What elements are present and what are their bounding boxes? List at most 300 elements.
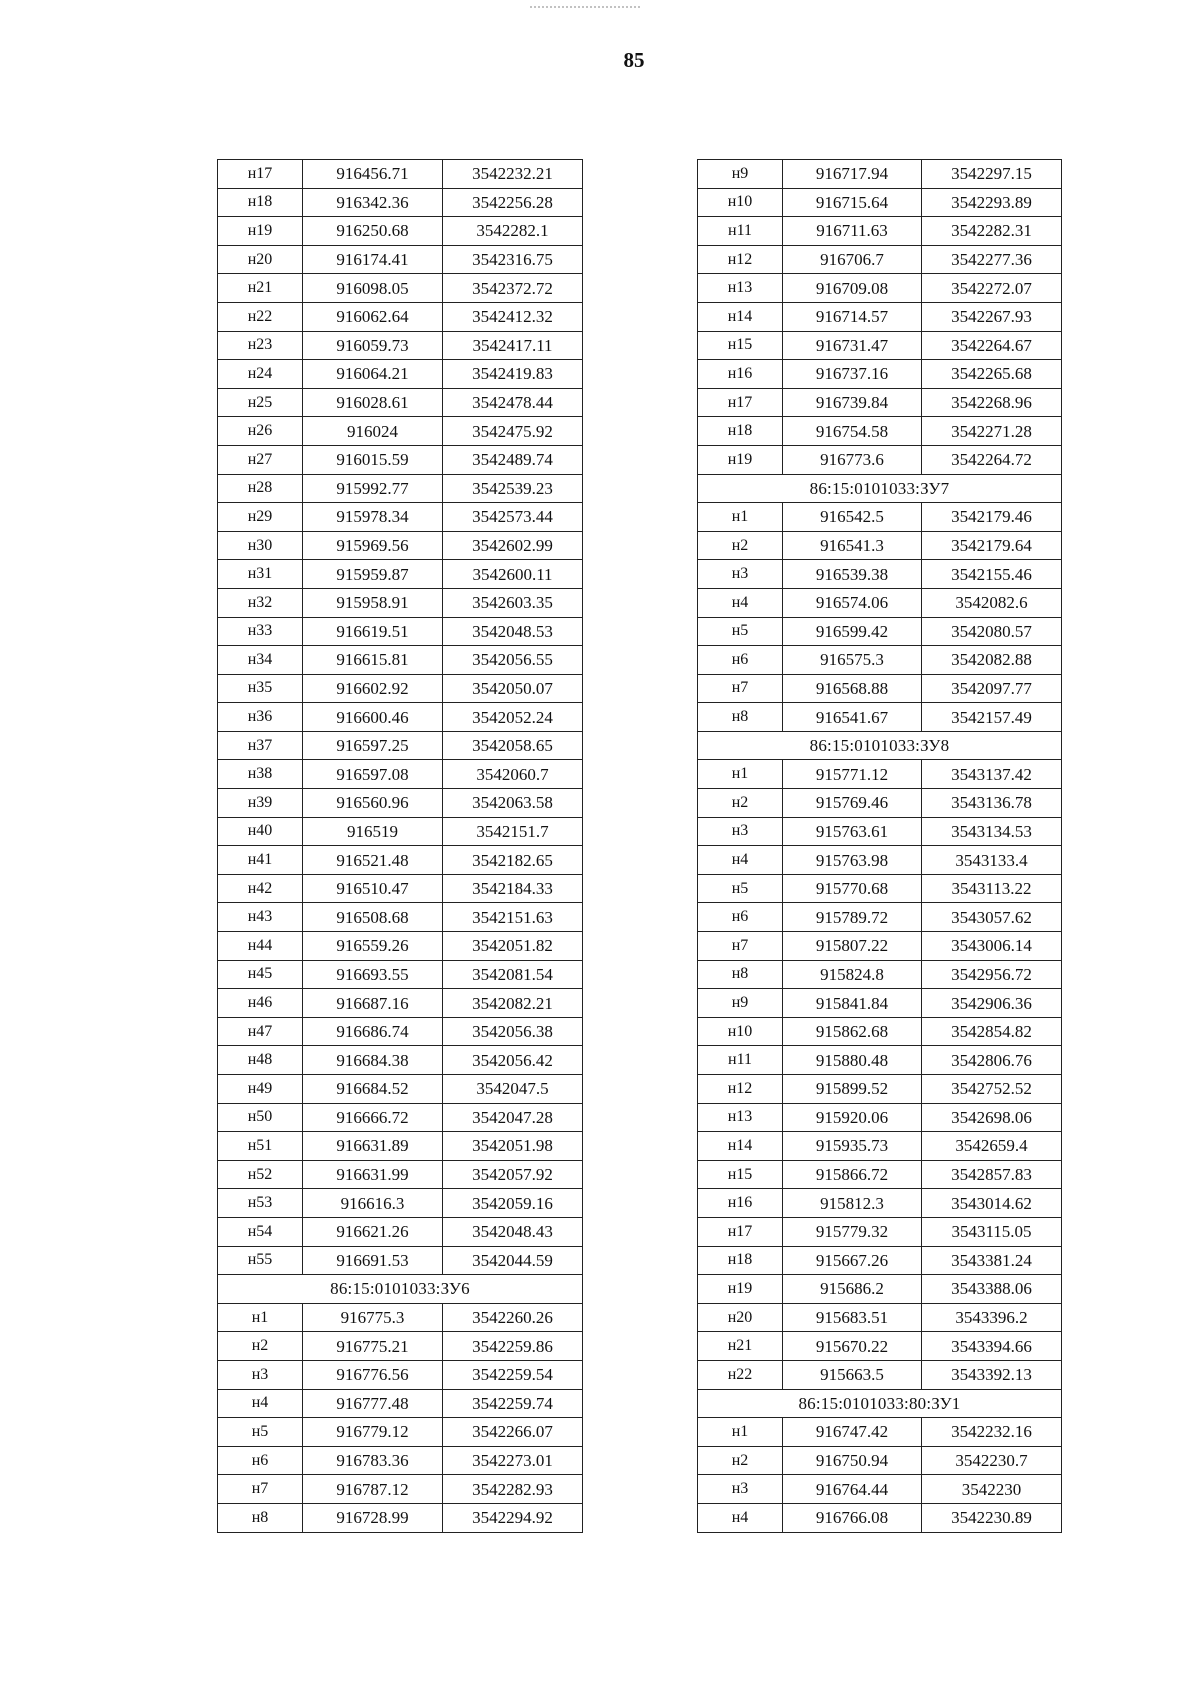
coordinate-y: 3542063.58 bbox=[443, 789, 583, 818]
point-id: н9 bbox=[698, 160, 783, 189]
table-row bbox=[698, 1075, 1062, 1104]
coordinate-x: 916775.3 bbox=[303, 1303, 443, 1332]
table-row bbox=[218, 217, 583, 246]
coordinate-x: 916342.36 bbox=[303, 188, 443, 217]
point-id: н11 bbox=[698, 217, 783, 246]
table-row bbox=[218, 188, 583, 217]
table-row bbox=[698, 588, 1062, 617]
coordinate-x: 916064.21 bbox=[303, 360, 443, 389]
coordinate-y: 3542412.32 bbox=[443, 302, 583, 331]
point-id: н22 bbox=[218, 302, 303, 331]
table-row bbox=[698, 960, 1062, 989]
coordinate-x: 916766.08 bbox=[783, 1503, 922, 1532]
coordinate-x: 916631.89 bbox=[303, 1132, 443, 1161]
coordinate-y: 3542047.5 bbox=[443, 1075, 583, 1104]
point-id: н14 bbox=[698, 1132, 783, 1161]
table-row bbox=[698, 1189, 1062, 1218]
table-row bbox=[698, 874, 1062, 903]
point-id: н47 bbox=[218, 1017, 303, 1046]
coordinate-x: 915686.2 bbox=[783, 1275, 922, 1304]
table-row bbox=[698, 1475, 1062, 1504]
coordinate-y: 3542372.72 bbox=[443, 274, 583, 303]
cadastral-number: 86:15:0101033:80:ЗУ1 bbox=[698, 1389, 1062, 1418]
point-id: н6 bbox=[698, 903, 783, 932]
table-row bbox=[218, 874, 583, 903]
coordinate-x: 916024 bbox=[303, 417, 443, 446]
table-row bbox=[218, 1189, 583, 1218]
coordinate-y: 3542155.46 bbox=[922, 560, 1062, 589]
coordinate-x: 916776.56 bbox=[303, 1360, 443, 1389]
point-id: н53 bbox=[218, 1189, 303, 1218]
coordinate-y: 3542059.16 bbox=[443, 1189, 583, 1218]
coordinate-x: 916599.42 bbox=[783, 617, 922, 646]
point-id: н50 bbox=[218, 1103, 303, 1132]
coordinate-y: 3542259.74 bbox=[443, 1389, 583, 1418]
coordinate-y: 3543115.05 bbox=[922, 1217, 1062, 1246]
coordinate-y: 3542602.99 bbox=[443, 531, 583, 560]
table-row bbox=[218, 1246, 583, 1275]
coordinate-y: 3542489.74 bbox=[443, 445, 583, 474]
coordinate-x: 916597.08 bbox=[303, 760, 443, 789]
table-row bbox=[698, 1160, 1062, 1189]
coordinate-x: 916015.59 bbox=[303, 445, 443, 474]
coordinate-x: 916754.58 bbox=[783, 417, 922, 446]
point-id: н16 bbox=[698, 1189, 783, 1218]
coordinate-y: 3542157.49 bbox=[922, 703, 1062, 732]
point-id: н14 bbox=[698, 302, 783, 331]
coordinate-x: 916559.26 bbox=[303, 932, 443, 961]
table-row bbox=[698, 1303, 1062, 1332]
coordinate-x: 915779.32 bbox=[783, 1217, 922, 1246]
point-id: н24 bbox=[218, 360, 303, 389]
point-id: н4 bbox=[218, 1389, 303, 1418]
point-id: н1 bbox=[218, 1303, 303, 1332]
coordinate-y: 3542282.93 bbox=[443, 1475, 583, 1504]
point-id: н8 bbox=[698, 960, 783, 989]
table-row bbox=[218, 1475, 583, 1504]
coordinate-x: 916706.7 bbox=[783, 245, 922, 274]
coordinate-x: 916062.64 bbox=[303, 302, 443, 331]
coordinate-y: 3542097.77 bbox=[922, 674, 1062, 703]
table-row bbox=[698, 789, 1062, 818]
table-row bbox=[218, 989, 583, 1018]
table-row bbox=[698, 817, 1062, 846]
table-row bbox=[698, 674, 1062, 703]
coordinate-y: 3542266.07 bbox=[443, 1418, 583, 1447]
coordinate-y: 3542264.67 bbox=[922, 331, 1062, 360]
coordinate-y: 3542573.44 bbox=[443, 503, 583, 532]
point-id: н42 bbox=[218, 874, 303, 903]
table-row bbox=[218, 160, 583, 189]
coordinate-x: 915763.98 bbox=[783, 846, 922, 875]
coordinate-y: 3542048.53 bbox=[443, 617, 583, 646]
coordinate-y: 3542259.86 bbox=[443, 1332, 583, 1361]
coordinate-x: 916777.48 bbox=[303, 1389, 443, 1418]
coordinate-y: 3542956.72 bbox=[922, 960, 1062, 989]
coordinate-x: 916541.3 bbox=[783, 531, 922, 560]
table-row bbox=[218, 703, 583, 732]
point-id: н43 bbox=[218, 903, 303, 932]
point-id: н13 bbox=[698, 1103, 783, 1132]
coordinate-x: 916731.47 bbox=[783, 331, 922, 360]
coordinate-y: 3542265.68 bbox=[922, 360, 1062, 389]
coordinate-x: 916631.99 bbox=[303, 1160, 443, 1189]
table-row bbox=[218, 1217, 583, 1246]
coordinate-x: 916686.74 bbox=[303, 1017, 443, 1046]
coordinate-y: 3542051.82 bbox=[443, 932, 583, 961]
table-row bbox=[698, 1217, 1062, 1246]
point-id: н5 bbox=[698, 617, 783, 646]
point-id: н7 bbox=[218, 1475, 303, 1504]
coordinate-x: 915824.8 bbox=[783, 960, 922, 989]
table-row bbox=[218, 1389, 583, 1418]
coordinate-x: 915992.77 bbox=[303, 474, 443, 503]
coordinate-y: 3543014.62 bbox=[922, 1189, 1062, 1218]
point-id: н5 bbox=[698, 874, 783, 903]
coordinate-y: 3542182.65 bbox=[443, 846, 583, 875]
coordinate-y: 3542475.92 bbox=[443, 417, 583, 446]
coordinate-y: 3542259.54 bbox=[443, 1360, 583, 1389]
point-id: н41 bbox=[218, 846, 303, 875]
coordinate-y: 3543392.13 bbox=[922, 1360, 1062, 1389]
table-row bbox=[698, 302, 1062, 331]
coordinate-y: 3542419.83 bbox=[443, 360, 583, 389]
coordinate-x: 916773.6 bbox=[783, 445, 922, 474]
coordinate-x: 915958.91 bbox=[303, 588, 443, 617]
point-id: н3 bbox=[698, 560, 783, 589]
table-row bbox=[218, 1132, 583, 1161]
coordinate-y: 3542230.89 bbox=[922, 1503, 1062, 1532]
coordinate-y: 3542058.65 bbox=[443, 731, 583, 760]
table-row bbox=[698, 531, 1062, 560]
table-row bbox=[218, 445, 583, 474]
table-row bbox=[218, 674, 583, 703]
point-id: н7 bbox=[698, 932, 783, 961]
coordinate-x: 916539.38 bbox=[783, 560, 922, 589]
coordinate-y: 3542047.28 bbox=[443, 1103, 583, 1132]
coordinate-x: 915670.22 bbox=[783, 1332, 922, 1361]
table-row bbox=[698, 217, 1062, 246]
coordinate-y: 3542698.06 bbox=[922, 1103, 1062, 1132]
point-id: н20 bbox=[218, 245, 303, 274]
point-id: н4 bbox=[698, 846, 783, 875]
table-row bbox=[698, 1503, 1062, 1532]
coordinate-x: 916764.44 bbox=[783, 1475, 922, 1504]
table-row bbox=[218, 817, 583, 846]
coordinate-x: 916621.26 bbox=[303, 1217, 443, 1246]
point-id: н48 bbox=[218, 1046, 303, 1075]
coordinate-y: 3542081.54 bbox=[443, 960, 583, 989]
point-id: н3 bbox=[698, 817, 783, 846]
table-row bbox=[698, 417, 1062, 446]
coordinate-y: 3543006.14 bbox=[922, 932, 1062, 961]
coordinate-x: 915683.51 bbox=[783, 1303, 922, 1332]
point-id: н21 bbox=[698, 1332, 783, 1361]
table-row bbox=[698, 903, 1062, 932]
coordinate-x: 915789.72 bbox=[783, 903, 922, 932]
point-id: н11 bbox=[698, 1046, 783, 1075]
coordinate-x: 916728.99 bbox=[303, 1503, 443, 1532]
coordinate-y: 3542151.63 bbox=[443, 903, 583, 932]
point-id: н12 bbox=[698, 1075, 783, 1104]
table-row bbox=[698, 617, 1062, 646]
coordinate-y: 3542478.44 bbox=[443, 388, 583, 417]
point-id: н4 bbox=[698, 1503, 783, 1532]
point-id: н8 bbox=[218, 1503, 303, 1532]
point-id: н19 bbox=[218, 217, 303, 246]
point-id: н5 bbox=[218, 1418, 303, 1447]
coordinate-y: 3542230 bbox=[922, 1475, 1062, 1504]
point-id: н25 bbox=[218, 388, 303, 417]
coordinate-y: 3543134.53 bbox=[922, 817, 1062, 846]
coordinate-y: 3542273.01 bbox=[443, 1446, 583, 1475]
table-row bbox=[218, 417, 583, 446]
coordinate-y: 3542080.57 bbox=[922, 617, 1062, 646]
coordinate-x: 916456.71 bbox=[303, 160, 443, 189]
table-row bbox=[218, 617, 583, 646]
table-row bbox=[698, 274, 1062, 303]
point-id: н22 bbox=[698, 1360, 783, 1389]
table-row bbox=[218, 846, 583, 875]
coordinate-x: 916693.55 bbox=[303, 960, 443, 989]
coordinate-y: 3542282.31 bbox=[922, 217, 1062, 246]
point-id: н2 bbox=[698, 531, 783, 560]
coordinate-x: 915770.68 bbox=[783, 874, 922, 903]
table-row bbox=[698, 1332, 1062, 1361]
point-id: н2 bbox=[698, 789, 783, 818]
coordinate-y: 3543388.06 bbox=[922, 1275, 1062, 1304]
coordinate-x: 916616.3 bbox=[303, 1189, 443, 1218]
table-row bbox=[698, 503, 1062, 532]
coordinates-table-right bbox=[697, 159, 1062, 1533]
table-row bbox=[218, 731, 583, 760]
table-row bbox=[218, 1046, 583, 1075]
table-row bbox=[218, 1332, 583, 1361]
coordinate-y: 3542297.15 bbox=[922, 160, 1062, 189]
point-id: н28 bbox=[218, 474, 303, 503]
coordinate-y: 3542272.07 bbox=[922, 274, 1062, 303]
coordinate-y: 3543057.62 bbox=[922, 903, 1062, 932]
coordinate-y: 3542277.36 bbox=[922, 245, 1062, 274]
point-id: н1 bbox=[698, 503, 783, 532]
coordinate-y: 3542179.46 bbox=[922, 503, 1062, 532]
point-id: н16 bbox=[698, 360, 783, 389]
point-id: н30 bbox=[218, 531, 303, 560]
table-row bbox=[218, 1303, 583, 1332]
point-id: н2 bbox=[218, 1332, 303, 1361]
coordinate-y: 3542232.21 bbox=[443, 160, 583, 189]
table-row bbox=[698, 989, 1062, 1018]
coordinate-y: 3542417.11 bbox=[443, 331, 583, 360]
table-row bbox=[698, 1246, 1062, 1275]
point-id: н35 bbox=[218, 674, 303, 703]
coordinate-x: 916575.3 bbox=[783, 646, 922, 675]
point-id: н46 bbox=[218, 989, 303, 1018]
coordinate-y: 3542854.82 bbox=[922, 1017, 1062, 1046]
coordinate-y: 3542260.26 bbox=[443, 1303, 583, 1332]
table-row bbox=[698, 160, 1062, 189]
table-row bbox=[218, 789, 583, 818]
coordinate-x: 915862.68 bbox=[783, 1017, 922, 1046]
coordinate-x: 916739.84 bbox=[783, 388, 922, 417]
table-row bbox=[218, 903, 583, 932]
coordinate-y: 3543133.4 bbox=[922, 846, 1062, 875]
coordinate-y: 3542293.89 bbox=[922, 188, 1062, 217]
point-id: н19 bbox=[698, 445, 783, 474]
coordinate-y: 3542600.11 bbox=[443, 560, 583, 589]
table-row bbox=[218, 1103, 583, 1132]
table-row bbox=[698, 1446, 1062, 1475]
table-row bbox=[698, 560, 1062, 589]
point-id: н37 bbox=[218, 731, 303, 760]
coordinate-x: 916510.47 bbox=[303, 874, 443, 903]
cadastral-number: 86:15:0101033:ЗУ6 bbox=[218, 1275, 583, 1304]
coordinate-x: 916783.36 bbox=[303, 1446, 443, 1475]
coordinate-x: 916666.72 bbox=[303, 1103, 443, 1132]
point-id: н9 bbox=[698, 989, 783, 1018]
point-id: н20 bbox=[698, 1303, 783, 1332]
coordinate-x: 916619.51 bbox=[303, 617, 443, 646]
coordinate-x: 915978.34 bbox=[303, 503, 443, 532]
point-id: н33 bbox=[218, 617, 303, 646]
table-row bbox=[698, 932, 1062, 961]
coordinate-y: 3542268.96 bbox=[922, 388, 1062, 417]
coordinate-y: 3542184.33 bbox=[443, 874, 583, 903]
table-row bbox=[218, 1503, 583, 1532]
table-row bbox=[218, 1017, 583, 1046]
point-id: н8 bbox=[698, 703, 783, 732]
point-id: н17 bbox=[698, 1217, 783, 1246]
point-id: н49 bbox=[218, 1075, 303, 1104]
coordinate-y: 3542267.93 bbox=[922, 302, 1062, 331]
point-id: н39 bbox=[218, 789, 303, 818]
coordinate-x: 915663.5 bbox=[783, 1360, 922, 1389]
coordinate-x: 916508.68 bbox=[303, 903, 443, 932]
coordinate-x: 916028.61 bbox=[303, 388, 443, 417]
table-row bbox=[698, 445, 1062, 474]
table-row bbox=[218, 932, 583, 961]
coordinate-y: 3542051.98 bbox=[443, 1132, 583, 1161]
table-row bbox=[218, 388, 583, 417]
coordinate-y: 3543113.22 bbox=[922, 874, 1062, 903]
table-row bbox=[698, 388, 1062, 417]
point-id: н52 bbox=[218, 1160, 303, 1189]
coordinate-y: 3542659.4 bbox=[922, 1132, 1062, 1161]
coordinate-y: 3542264.72 bbox=[922, 445, 1062, 474]
coordinate-x: 916600.46 bbox=[303, 703, 443, 732]
coordinate-x: 915771.12 bbox=[783, 760, 922, 789]
coordinate-x: 916714.57 bbox=[783, 302, 922, 331]
coordinate-y: 3542603.35 bbox=[443, 588, 583, 617]
table-row bbox=[218, 960, 583, 989]
point-id: н4 bbox=[698, 588, 783, 617]
point-id: н18 bbox=[698, 1246, 783, 1275]
coordinate-y: 3542179.64 bbox=[922, 531, 1062, 560]
table-row bbox=[698, 1418, 1062, 1447]
coordinate-x: 916717.94 bbox=[783, 160, 922, 189]
table-row bbox=[218, 474, 583, 503]
section-header-row bbox=[698, 474, 1062, 503]
table-row bbox=[218, 331, 583, 360]
coordinate-y: 3542050.07 bbox=[443, 674, 583, 703]
coordinate-x: 916684.52 bbox=[303, 1075, 443, 1104]
coordinate-x: 916098.05 bbox=[303, 274, 443, 303]
coordinate-x: 915880.48 bbox=[783, 1046, 922, 1075]
point-id: н18 bbox=[698, 417, 783, 446]
point-id: н51 bbox=[218, 1132, 303, 1161]
coordinate-x: 916715.64 bbox=[783, 188, 922, 217]
coordinate-y: 3542282.1 bbox=[443, 217, 583, 246]
point-id: н21 bbox=[218, 274, 303, 303]
coordinate-y: 3542082.6 bbox=[922, 588, 1062, 617]
table-row bbox=[698, 1103, 1062, 1132]
coordinate-y: 3542056.42 bbox=[443, 1046, 583, 1075]
coordinate-y: 3542151.7 bbox=[443, 817, 583, 846]
point-id: н3 bbox=[698, 1475, 783, 1504]
coordinate-x: 916574.06 bbox=[783, 588, 922, 617]
coordinate-y: 3542806.76 bbox=[922, 1046, 1062, 1075]
coordinate-x: 916519 bbox=[303, 817, 443, 846]
coordinate-y: 3542256.28 bbox=[443, 188, 583, 217]
coordinate-y: 3542044.59 bbox=[443, 1246, 583, 1275]
coordinate-y: 3542052.24 bbox=[443, 703, 583, 732]
cadastral-number: 86:15:0101033:ЗУ8 bbox=[698, 731, 1062, 760]
coordinate-x: 916779.12 bbox=[303, 1418, 443, 1447]
point-id: н36 bbox=[218, 703, 303, 732]
coordinate-y: 3542316.75 bbox=[443, 245, 583, 274]
coordinate-y: 3542060.7 bbox=[443, 760, 583, 789]
coordinate-x: 915667.26 bbox=[783, 1246, 922, 1275]
point-id: н6 bbox=[218, 1446, 303, 1475]
point-id: н34 bbox=[218, 646, 303, 675]
table-row bbox=[218, 245, 583, 274]
coordinate-x: 916750.94 bbox=[783, 1446, 922, 1475]
coordinate-x: 916602.92 bbox=[303, 674, 443, 703]
table-row bbox=[218, 760, 583, 789]
coordinate-x: 915807.22 bbox=[783, 932, 922, 961]
point-id: н38 bbox=[218, 760, 303, 789]
coordinate-x: 916787.12 bbox=[303, 1475, 443, 1504]
point-id: н15 bbox=[698, 1160, 783, 1189]
point-id: н1 bbox=[698, 1418, 783, 1447]
point-id: н6 bbox=[698, 646, 783, 675]
table-row bbox=[218, 360, 583, 389]
table-row bbox=[698, 760, 1062, 789]
coordinate-x: 915899.52 bbox=[783, 1075, 922, 1104]
coordinate-x: 916691.53 bbox=[303, 1246, 443, 1275]
point-id: н10 bbox=[698, 1017, 783, 1046]
coordinate-x: 916615.81 bbox=[303, 646, 443, 675]
section-header-row bbox=[698, 1389, 1062, 1418]
coordinate-x: 915812.3 bbox=[783, 1189, 922, 1218]
coordinate-y: 3542057.92 bbox=[443, 1160, 583, 1189]
coordinate-x: 915920.06 bbox=[783, 1103, 922, 1132]
coordinate-x: 916521.48 bbox=[303, 846, 443, 875]
coordinate-x: 915969.56 bbox=[303, 531, 443, 560]
coordinate-x: 915841.84 bbox=[783, 989, 922, 1018]
table-row bbox=[218, 1160, 583, 1189]
coordinate-y: 3542056.55 bbox=[443, 646, 583, 675]
point-id: н18 bbox=[218, 188, 303, 217]
coordinate-y: 3543137.42 bbox=[922, 760, 1062, 789]
scan-artifact bbox=[530, 6, 640, 14]
coordinate-y: 3543381.24 bbox=[922, 1246, 1062, 1275]
point-id: н44 bbox=[218, 932, 303, 961]
table-row bbox=[698, 331, 1062, 360]
table-row bbox=[698, 1046, 1062, 1075]
point-id: н7 bbox=[698, 674, 783, 703]
coordinate-y: 3542271.28 bbox=[922, 417, 1062, 446]
